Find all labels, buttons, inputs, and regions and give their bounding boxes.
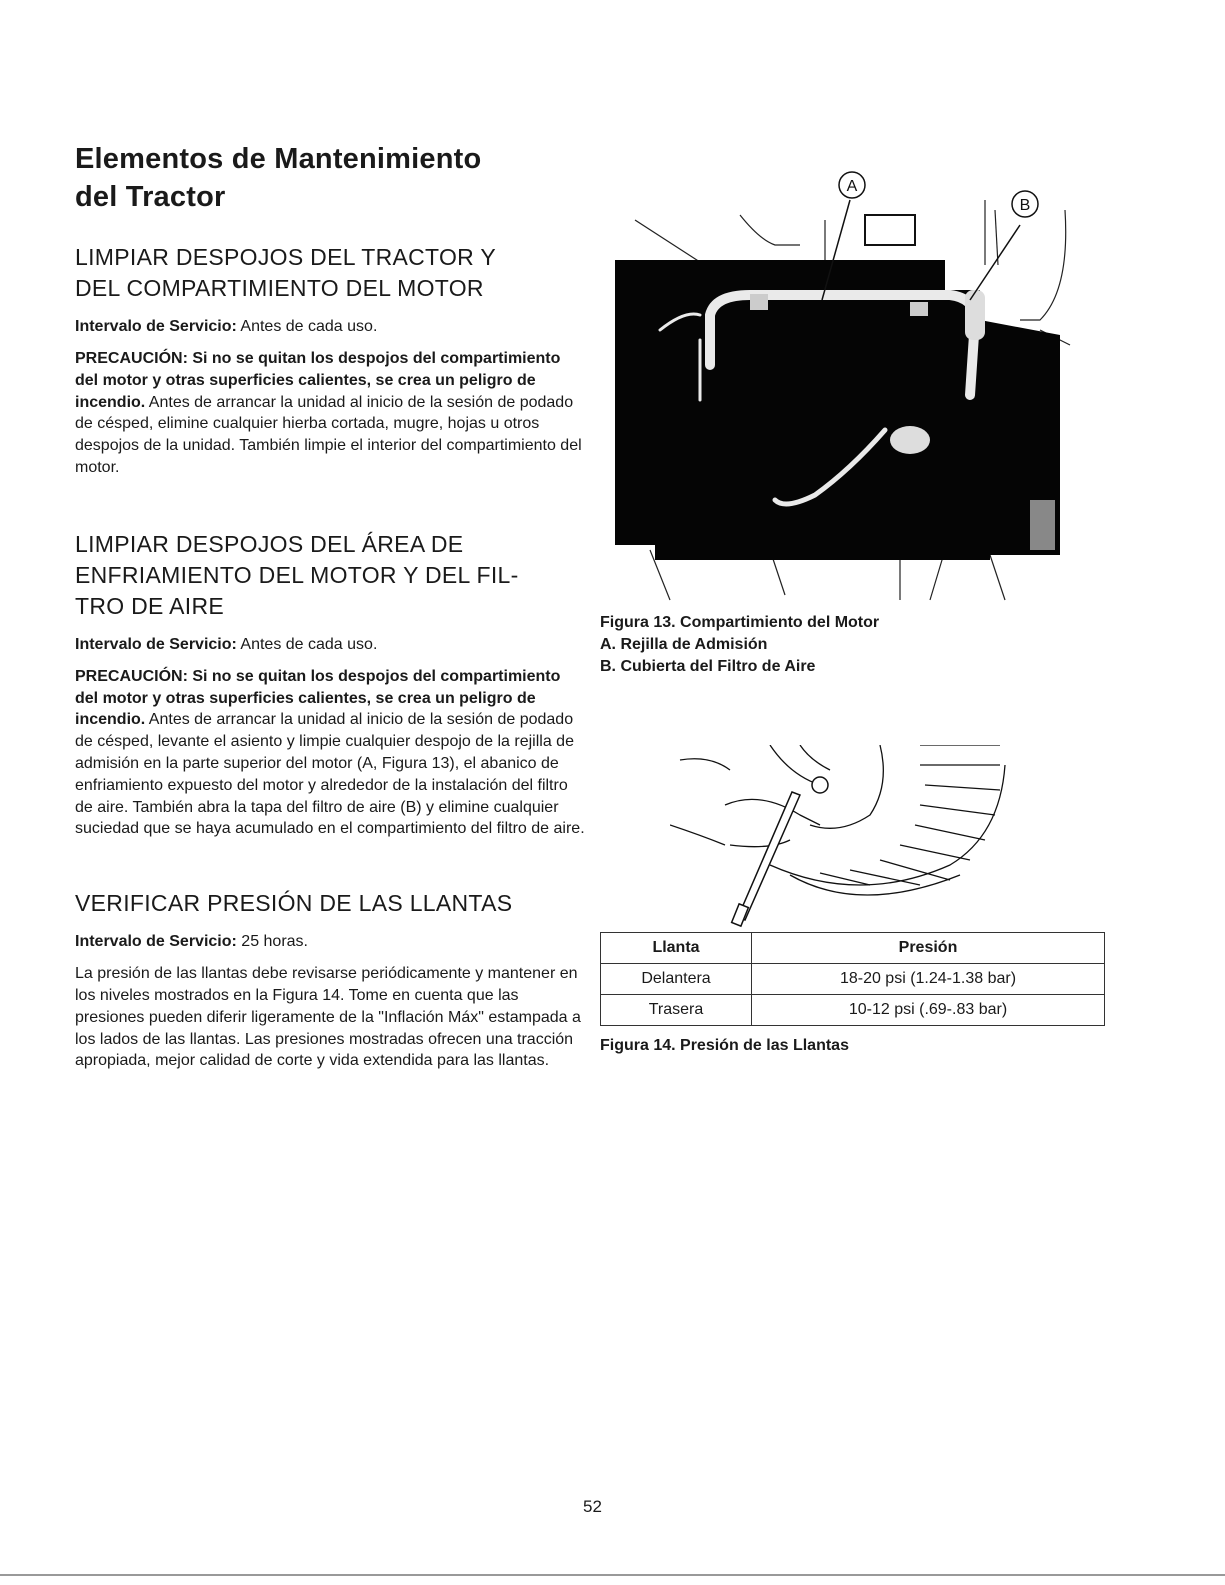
section1-caution: PRECAUCIÓN: Si no se quitan los despojos del compartimiento del motor y otras superficies calientes, se crea un peligro de incendio. <box>75 350 561 411</box>
callout-a-label: A <box>846 178 858 195</box>
section1-paragraph <box>75 348 585 479</box>
table-row <box>601 995 1105 1026</box>
section2-caution: PRECAUCIÓN: Si no se quitan los despojos del compartimiento del motor y otras superficies calientes, se crea un peligro de incendio. <box>75 667 561 729</box>
figure14-caption: Figura 14. Presión de las Llantas <box>600 1037 849 1054</box>
tire-gauge-illustration <box>670 745 1015 930</box>
table-header-tire: Llanta <box>601 933 752 964</box>
engine-photo-panel <box>615 260 1060 560</box>
table-row <box>601 964 1105 995</box>
intake-grille-box <box>865 215 915 245</box>
section1-heading-line1: LIMPIAR DESPOJOS DEL TRACTOR Y <box>75 244 496 270</box>
figure13-item-b: B. Cubierta del Filtro de Aire <box>600 658 816 675</box>
section1-interval-label: Intervalo de Servicio: <box>75 318 237 335</box>
page-number: 52 <box>583 1497 602 1516</box>
engine-compartment-illustration <box>600 170 1075 610</box>
fuel-filter <box>890 426 930 454</box>
section2-heading-line1: LIMPIAR DESPOJOS DEL ÁREA DE <box>75 530 464 557</box>
section2-interval-value: Antes de cada uso. <box>236 635 378 653</box>
table-header-pressure: Presión <box>752 933 1105 964</box>
section2-heading-line2: ENFRIAMIENTO DEL MOTOR Y DEL FIL- <box>75 561 519 588</box>
section2-interval-label: Intervalo de Servicio: <box>75 635 237 653</box>
page-title-line1: Elementos de Mantenimiento <box>75 143 482 175</box>
table-cell-pressure: 10-12 psi (.69-.83 bar) <box>752 995 1105 1026</box>
figure13-caption: Figura 13. Compartimiento del Motor <box>600 614 880 631</box>
table-header-row <box>601 933 1105 964</box>
section2-heading <box>75 529 585 622</box>
figure13-caption-block <box>600 612 879 678</box>
section2-interval <box>75 634 585 656</box>
section2-heading-line3: TRO DE AIRE <box>75 592 224 619</box>
callout-b-label: B <box>1019 197 1031 214</box>
section3-heading: VERIFICAR PRESIÓN DE LAS LLANTAS <box>75 890 513 917</box>
table-cell-pressure: 18-20 psi (1.24-1.38 bar) <box>752 964 1105 995</box>
table-cell-tire: Delantera <box>601 964 752 995</box>
section1-heading <box>75 242 585 304</box>
section1-interval <box>75 316 585 338</box>
section2-paragraph <box>75 666 585 840</box>
section1-heading-line2: DEL COMPARTIMIENTO DEL MOTOR <box>75 275 484 301</box>
section2-body: Antes de arrancar la unidad al inicio de la sesión de podado de césped, levante el asiento y limpie cualquier despojo de la rejilla de admisión en la parte superior del motor (A, Figura 13), el abanico de enfriamiento expuesto del motor y alrededor de la instalación del filtro de aire. También abra la tapa del filtro de aire (B) y elimine cualquier suciedad que se haya acumulado en el compartimiento del filtro de aire. <box>75 711 585 838</box>
page-title <box>75 140 585 216</box>
bottom-rule <box>0 1574 1225 1576</box>
section3-paragraph: La presión de las llantas debe revisarse periódicamente y mantener en los niveles mostrados en la Figura 14. Tome en cuenta que las presiones pueden diferir ligeramente de la "Inflación Máx" estampada a los lados de las llantas. Las presiones mostradas ofrecen una tracción apropiada, mejor calidad de corte y vida extendida para las llantas. <box>75 965 581 1070</box>
section3-interval-value: 25 horas. <box>236 933 308 951</box>
section3-interval-label: Intervalo de Servicio: <box>75 933 237 951</box>
page-title-line2: del Tractor <box>75 181 226 213</box>
figure13-item-a: A. Rejilla de Admisión <box>600 636 768 653</box>
table-cell-tire: Trasera <box>601 995 752 1026</box>
section1-body: Antes de arrancar la unidad al inicio de la sesión de podado de césped, elimine cualquier hierba cortada, mugre, hojas u otros despojos de la unidad. También limpie el interior del compartimiento del motor. <box>75 393 582 476</box>
left-column <box>75 140 585 1072</box>
section1-interval-value: Antes de cada uso. <box>236 318 378 335</box>
section3-interval <box>75 931 585 953</box>
tire-pressure-table <box>600 932 1105 1026</box>
